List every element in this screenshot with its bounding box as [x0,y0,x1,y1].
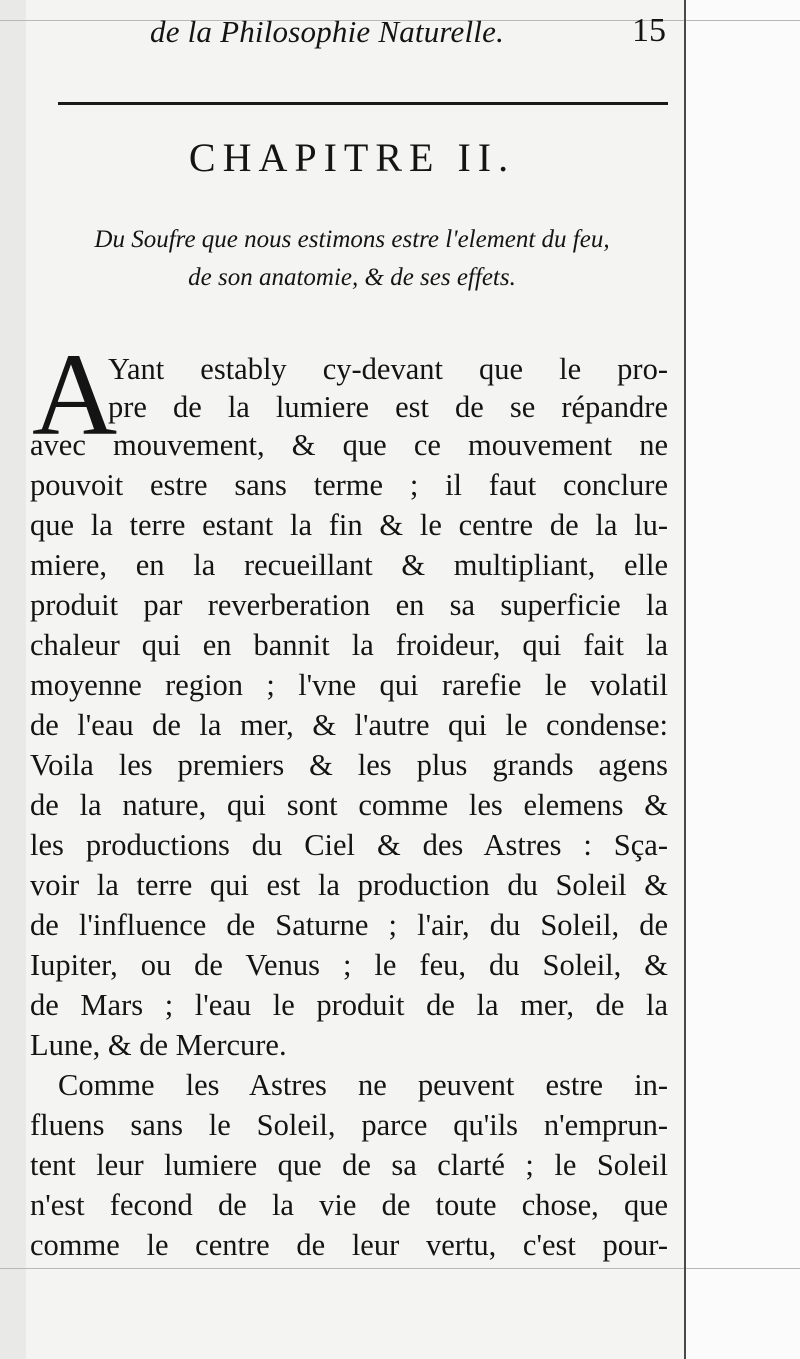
body-line: fluens sans le Soleil, parce qu'ils n'emprun- [30,1108,668,1142]
body-line: pre de la lumiere est de se répandre [108,390,668,424]
body-line: de la nature, qui sont comme les elemens & [30,788,668,822]
body-line: produit par reverberation en sa superficie la [30,588,668,622]
header-rule [58,102,668,105]
chapter-subtitle-line-2: de son anatomie, & de ses effets. [188,264,516,291]
body-line: moyenne region ; l'vne qui rarefie le volatil [30,668,668,702]
body-line: comme le centre de leur vertu, c'est pour- [30,1228,668,1262]
body-line: Voila les premiers & les plus grands agens [30,748,668,782]
drop-cap: A [32,329,118,460]
scan-trim-line-bottom [0,1268,800,1269]
body-line: Iupiter, ou de Venus ; le feu, du Soleil, & [30,948,668,982]
body-line: que la terre estant la fin & le centre de la lu- [30,508,668,542]
body-line: Lune, & de Mercure. [30,1028,287,1062]
page-number: 15 [632,12,666,49]
body-line: les productions du Ciel & des Astres : Sça- [30,828,668,862]
body-line: n'est fecond de la vie de toute chose, que [30,1188,668,1222]
right-page-margin [686,0,800,1359]
body-line: voir la terre qui est la production du Soleil & [30,868,668,902]
body-line: Yant estably cy-devant que le pro- [108,352,668,386]
body-line: chaleur qui en bannit la froideur, qui fait la [30,628,668,662]
body-line: de l'eau de la mer, & l'autre qui le condense: [30,708,668,742]
chapter-title: CHAPITRE II. [188,135,516,180]
body-line: pouvoit estre sans terme ; il faut conclure [30,468,668,502]
body-line: de l'influence de Saturne ; l'air, du Soleil, de [30,908,668,942]
body-line: miere, en la recueillant & multipliant, elle [30,548,668,582]
left-page-margin [0,0,26,1359]
body-line: avec mouvement, & que ce mouvement ne [30,428,668,462]
chapter-subtitle-line-1: Du Soufre que nous estimons estre l'element du feu, [94,226,610,253]
body-line: tent leur lumiere que de sa clarté ; le Soleil [30,1148,668,1182]
body-line: de Mars ; l'eau le produit de la mer, de la [30,988,668,1022]
running-head: de la Philosophie Naturelle. [150,14,505,49]
scan-trim-line-right [684,0,686,1359]
body-line: Comme les Astres ne peuvent estre in- [58,1068,668,1102]
